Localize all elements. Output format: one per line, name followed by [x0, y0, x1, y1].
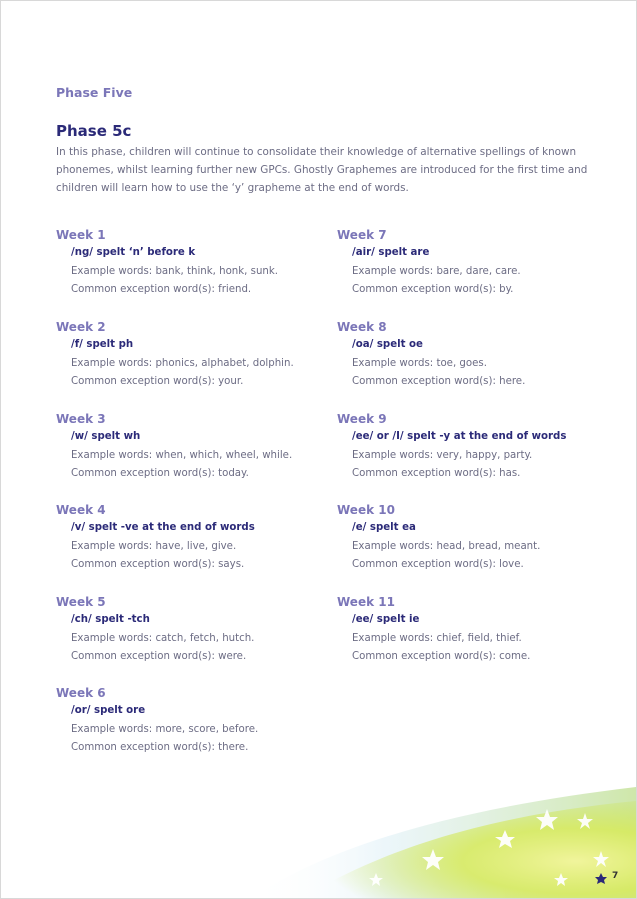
- phase-title: Phase 5c: [56, 122, 132, 140]
- week-gpc: /w/ spelt wh: [71, 431, 141, 442]
- week-title: Week 5: [56, 595, 106, 609]
- week-examples: Example words: when, which, wheel, while.: [71, 449, 293, 461]
- week-title: Week 3: [56, 412, 106, 426]
- week-gpc: /f/ spelt ph: [71, 339, 134, 350]
- week-exceptions: Common exception word(s): your.: [71, 376, 244, 387]
- week-title: Week 11: [337, 595, 395, 609]
- week-gpc: /ng/ spelt ‘n’ before k: [71, 247, 196, 258]
- week-title: Week 6: [56, 686, 106, 700]
- week-exceptions: Common exception word(s): come.: [352, 651, 531, 662]
- week-examples: Example words: catch, fetch, hutch.: [71, 632, 255, 644]
- week-title: Week 2: [56, 320, 106, 334]
- week-exceptions: Common exception word(s): there.: [71, 742, 249, 753]
- week-gpc: /ch/ spelt -tch: [71, 614, 150, 625]
- week-examples: Example words: have, live, give.: [71, 540, 237, 552]
- week-exceptions: Common exception word(s): by.: [352, 284, 514, 295]
- week-examples: Example words: bare, dare, care.: [352, 265, 521, 277]
- week-examples: Example words: very, happy, party.: [352, 449, 533, 461]
- week-examples: Example words: chief, field, thief.: [352, 632, 522, 644]
- week-exceptions: Common exception word(s): friend.: [71, 284, 252, 295]
- week-gpc: /e/ spelt ea: [352, 522, 416, 533]
- week-exceptions: Common exception word(s): today.: [71, 468, 249, 479]
- week-exceptions: Common exception word(s): here.: [352, 376, 526, 387]
- week-examples: Example words: head, bread, meant.: [352, 540, 541, 552]
- week-gpc: /ee/ or /I/ spelt -y at the end of words: [352, 431, 567, 442]
- week-gpc: /air/ spelt are: [352, 247, 430, 258]
- phase-label: Phase Five: [56, 85, 133, 100]
- week-exceptions: Common exception word(s): love.: [352, 559, 524, 570]
- week-title: Week 9: [337, 412, 387, 426]
- week-title: Week 4: [56, 503, 106, 517]
- week-exceptions: Common exception word(s): says.: [71, 559, 245, 570]
- week-exceptions: Common exception word(s): were.: [71, 651, 247, 662]
- week-examples: Example words: toe, goes.: [352, 357, 487, 369]
- week-gpc: /v/ spelt -ve at the end of words: [71, 522, 255, 533]
- week-title: Week 8: [337, 320, 387, 334]
- page-number: 7: [612, 871, 619, 881]
- week-title: Week 10: [337, 503, 395, 517]
- decorative-glow: [1, 1, 636, 898]
- week-gpc: /oa/ spelt oe: [352, 339, 423, 350]
- week-title: Week 7: [337, 228, 387, 242]
- week-gpc: /or/ spelt ore: [71, 705, 146, 716]
- week-exceptions: Common exception word(s): has.: [352, 468, 521, 479]
- week-examples: Example words: more, score, before.: [71, 723, 259, 735]
- week-gpc: /ee/ spelt ie: [352, 614, 420, 625]
- week-title: Week 1: [56, 228, 106, 242]
- week-examples: Example words: phonics, alphabet, dolphin.: [71, 357, 294, 369]
- week-examples: Example words: bank, think, honk, sunk.: [71, 265, 278, 277]
- intro-paragraph: In this phase, children will continue to consolidate their knowledge of alternative spellings of known phonemes, whilst learning further new GPCs. Ghostly Graphemes are introduced for the first time and children will learn how to use the ‘y’ grapheme at the end of words.: [56, 146, 588, 194]
